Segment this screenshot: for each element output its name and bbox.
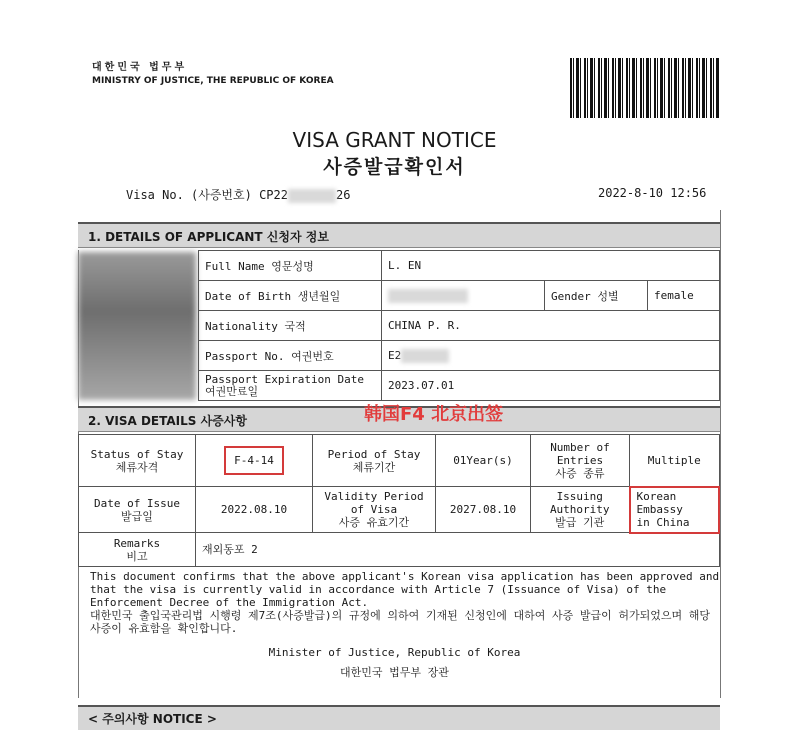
minister-en: Minister of Justice, Republic of Korea bbox=[268, 646, 521, 659]
section-visa-header: 2. VISA DETAILS 사증사항 bbox=[78, 406, 720, 432]
entries-label-ko: 사증 종류 bbox=[555, 467, 605, 480]
remarks-label-ko: 비고 bbox=[126, 549, 148, 563]
status-label-ko: 체류자격 bbox=[115, 460, 159, 474]
authority-label bbox=[531, 487, 630, 533]
dob-value bbox=[382, 281, 545, 311]
visa-number-label: Visa No. (사증번호) bbox=[126, 188, 252, 202]
nationality-value: CHINA P. R. bbox=[382, 311, 720, 341]
visa-number bbox=[126, 186, 350, 203]
applicant-photo bbox=[78, 252, 196, 400]
entries-label bbox=[531, 435, 630, 487]
authority-label-en2: Authority bbox=[549, 503, 610, 516]
authority-label-en1: Issuing bbox=[556, 490, 603, 503]
validity-label bbox=[313, 487, 436, 533]
confirmation-text bbox=[90, 570, 720, 635]
applicant-table bbox=[198, 250, 720, 401]
redaction bbox=[388, 289, 468, 303]
issue-date-label bbox=[79, 487, 196, 533]
ministry-korean: 대한민국 법무부 bbox=[92, 62, 188, 73]
visa-number-suffix: 26 bbox=[335, 188, 351, 202]
redaction bbox=[401, 349, 449, 363]
minister-ko: 대한민국 법무부 장관 bbox=[340, 666, 449, 679]
issue-date-value: 2022.08.10 bbox=[196, 487, 313, 533]
issue-datetime: 2022-8-10 12:56 bbox=[598, 186, 707, 200]
dob-label: Date of Birth 생년월일 bbox=[199, 281, 382, 311]
document-title-ko: 사증발급확인서 bbox=[323, 156, 466, 178]
entries-label-en1: Number of bbox=[550, 441, 610, 454]
confirmation-text-ko: 대한민국 출입국관리법 시행령 제7조(사증발급)의 규정에 의하여 기재된 신청인에 대하여 사증 발급이 허가되었으며 해당 사증이 유효함을 확인합니다. bbox=[90, 609, 711, 635]
passport-expiration-label bbox=[199, 371, 382, 401]
passport-value bbox=[382, 341, 720, 371]
validity-label-en2: of Visa bbox=[350, 503, 398, 516]
gender-value: female bbox=[648, 281, 720, 311]
full-name-label: Full Name 영문성명 bbox=[199, 251, 382, 281]
passport-expiration-label-ko: 여권만료일 bbox=[205, 384, 259, 398]
remarks-value: 재외동포 2 bbox=[196, 533, 720, 567]
authority-label-ko: 발급 기관 bbox=[555, 516, 605, 529]
remarks-label bbox=[79, 533, 196, 567]
issue-date-label-ko: 발급일 bbox=[121, 509, 153, 523]
authority-value bbox=[630, 487, 720, 533]
gender-label: Gender 성별 bbox=[545, 281, 648, 311]
passport-label: Passport No. 여권번호 bbox=[199, 341, 382, 371]
visa-number-prefix: CP22 bbox=[259, 188, 288, 202]
status-label-en: Status of Stay bbox=[90, 447, 184, 461]
barcode bbox=[570, 58, 720, 118]
full-name-value: L. EN bbox=[382, 251, 720, 281]
period-label-en: Period of Stay bbox=[327, 447, 421, 461]
issue-date-label-en: Date of Issue bbox=[93, 496, 181, 510]
handwritten-overlay-text: 韩国F4 北京出签 bbox=[364, 404, 504, 425]
remarks-label-en: Remarks bbox=[113, 536, 161, 550]
notice-header: < 주의사항 NOTICE > bbox=[78, 705, 720, 730]
status-value-cell bbox=[196, 435, 313, 487]
document-title-en: VISA GRANT NOTICE bbox=[292, 128, 497, 152]
passport-expiration-value: 2023.07.01 bbox=[382, 371, 720, 401]
entries-label-en2: Entries bbox=[556, 454, 604, 467]
period-label bbox=[313, 435, 436, 487]
status-value: F-4-14 bbox=[224, 446, 284, 475]
period-value: 01Year(s) bbox=[436, 435, 531, 487]
section-applicant-header: 1. DETAILS OF APPLICANT 신청자 정보 bbox=[78, 222, 720, 248]
validity-label-en1: Validity Period bbox=[324, 490, 424, 503]
passport-expiration-label-en: Passport Expiration Date bbox=[205, 372, 364, 386]
validity-label-ko: 사증 유효기간 bbox=[338, 516, 410, 529]
ministry-english: MINISTRY OF JUSTICE, THE REPUBLIC OF KOREA bbox=[92, 76, 334, 86]
authority-value-line1: Korean Embassy bbox=[636, 490, 683, 516]
entries-value: Multiple bbox=[630, 435, 720, 487]
redaction bbox=[288, 189, 336, 203]
status-label bbox=[79, 435, 196, 487]
passport-value-text: E2 bbox=[388, 348, 402, 362]
period-label-ko: 체류기간 bbox=[352, 460, 396, 474]
validity-value: 2027.08.10 bbox=[436, 487, 531, 533]
authority-value-line2: in China bbox=[636, 516, 690, 529]
frame-right bbox=[720, 210, 721, 698]
nationality-label: Nationality 국적 bbox=[199, 311, 382, 341]
visa-details-table bbox=[78, 434, 720, 567]
confirmation-text-en: This document confirms that the above applicant's Korean visa application has been approved and that the visa is currently valid in accordance with Article 7 (Issuance of Visa) of the Enforcement Decree of the Immigration Act. bbox=[90, 570, 720, 609]
